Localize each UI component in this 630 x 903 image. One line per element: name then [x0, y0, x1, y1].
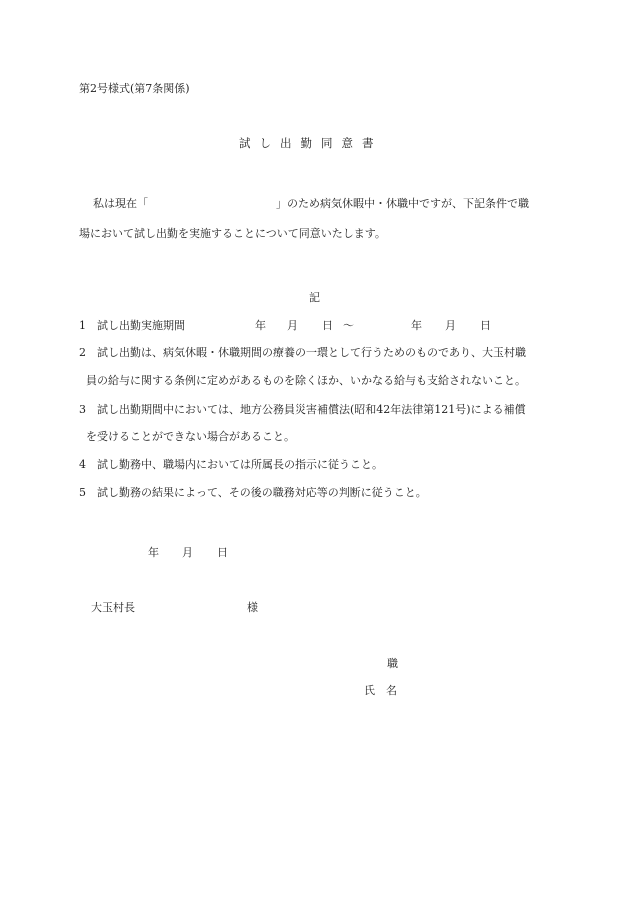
- item-number: 4: [79, 458, 86, 471]
- item-4: [79, 458, 383, 472]
- date-month-label: 月: [182, 546, 193, 559]
- end-year-label: 年: [411, 319, 422, 332]
- item-3-line-1: [79, 403, 526, 417]
- item-number: 1: [79, 319, 86, 332]
- date-year-label: 年: [148, 546, 159, 559]
- end-day-label: 日: [480, 319, 491, 332]
- item-text: 試し出勤は、病気休暇・休職期間の療養の一環として行うためのものであり、大玉村職: [97, 346, 526, 359]
- item-text: 試し勤務の結果によって、その後の職務対応等の判断に従うこと。: [97, 486, 427, 499]
- intro-prefix: 私は現在「: [93, 197, 148, 210]
- addressee-name: 大玉村長: [91, 601, 135, 614]
- item-2-line-1: [79, 346, 526, 360]
- item-label: 試し出勤実施期間: [97, 319, 185, 332]
- intro-line-2: 場において試し出勤を実施することについて同意いたします。: [79, 227, 386, 240]
- item-5: [79, 486, 427, 500]
- start-day-label: 日: [322, 319, 333, 332]
- item-1: [79, 319, 491, 333]
- start-month-label: 月: [287, 319, 298, 332]
- item-number: 3: [79, 403, 86, 416]
- item-text: 試し勤務中、職場内においては所属長の指示に従うこと。: [97, 458, 383, 471]
- intro-line-1: [93, 197, 529, 211]
- item-number: 5: [79, 486, 86, 499]
- start-year-label: 年: [255, 319, 266, 332]
- document-title: 試し出勤同意書: [239, 136, 383, 150]
- addressee-honorific: 様: [247, 601, 258, 614]
- item-2-line-2: 員の給与に関する条例に定めがあるものを除くほか、いかなる給与も支給されないこと。: [86, 374, 526, 387]
- item-text: 試し出勤期間中においては、地方公務員災害補償法(昭和42年法律第121号)による補償: [97, 403, 526, 416]
- item-number: 2: [79, 346, 86, 359]
- ki-heading: 記: [309, 291, 320, 304]
- job-title-label: 職: [387, 657, 398, 670]
- signing-date: [148, 546, 228, 560]
- date-day-label: 日: [217, 546, 228, 559]
- addressee: [91, 601, 258, 615]
- form-number: 第2号様式(第7条関係): [79, 82, 190, 95]
- end-month-label: 月: [445, 319, 456, 332]
- tilde: 〜: [343, 319, 354, 332]
- intro-suffix: 」のため病気休暇中・休職中ですが、下記条件で職: [276, 197, 529, 210]
- item-3-line-2: を受けることができない場合があること。: [86, 430, 295, 443]
- signer-name-label: 氏 名: [364, 684, 397, 697]
